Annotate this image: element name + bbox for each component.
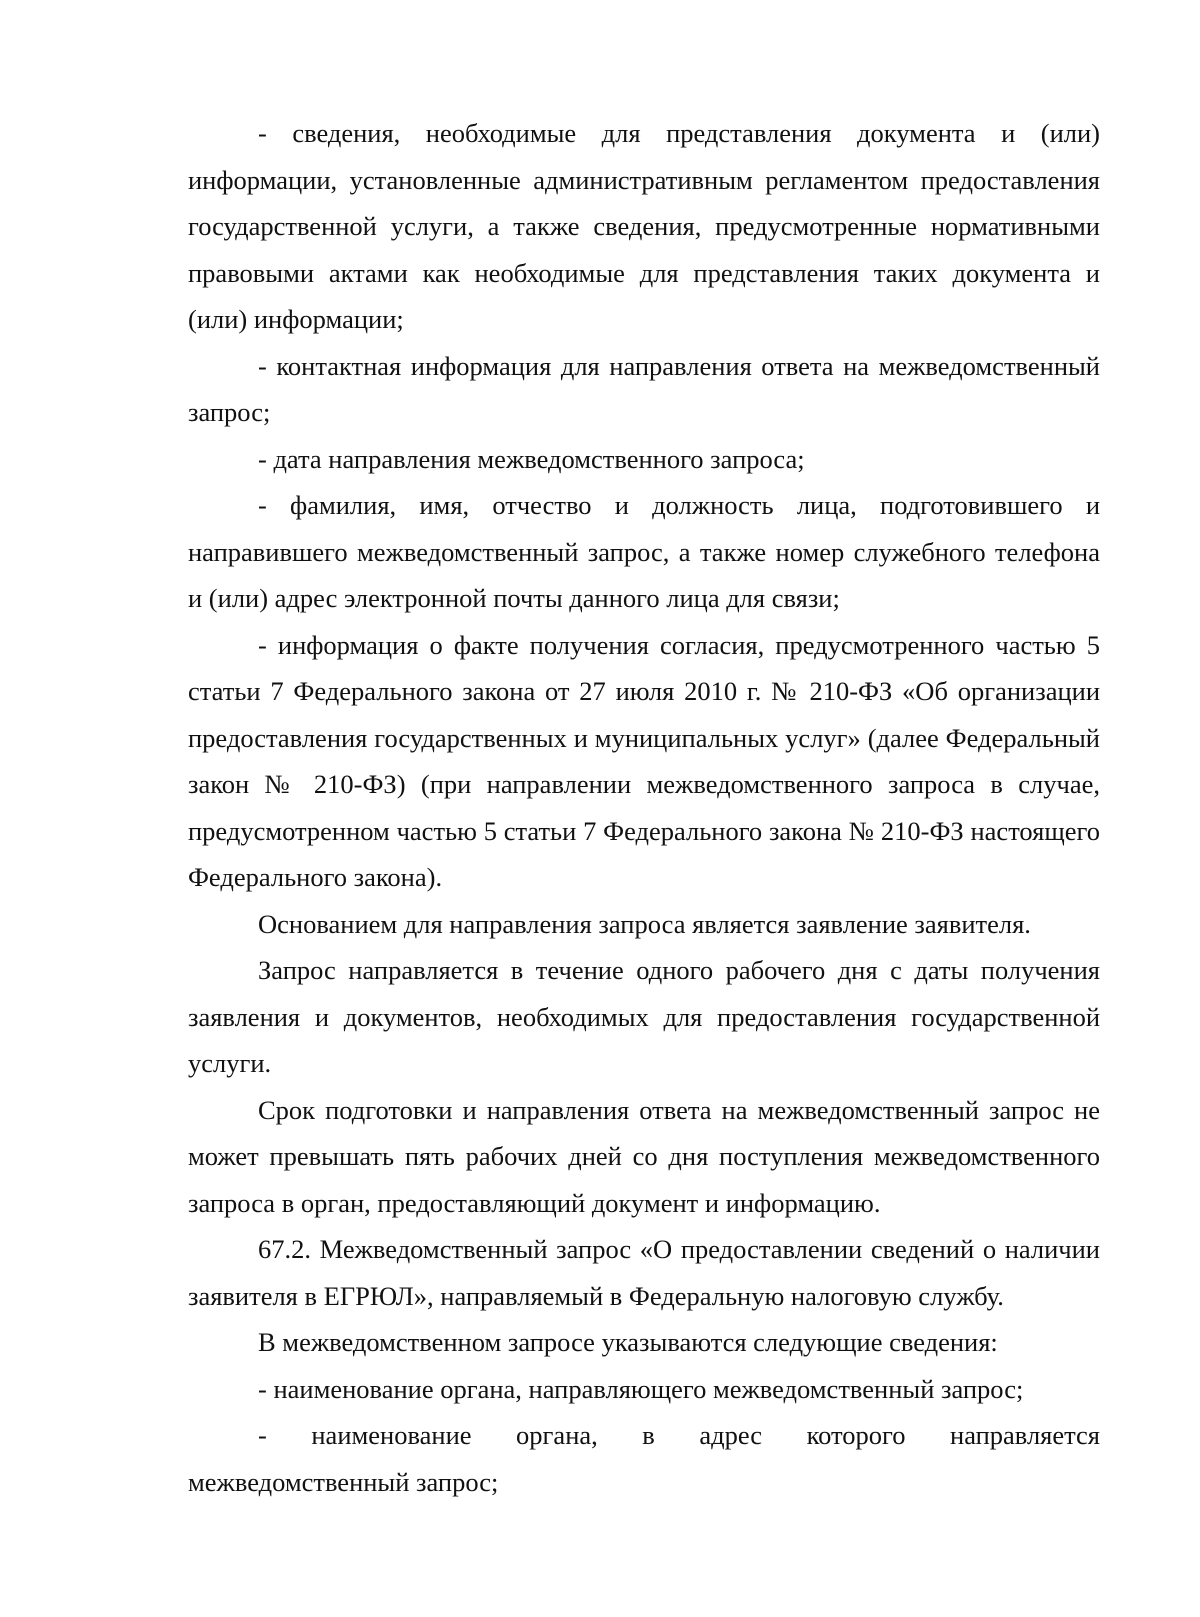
paragraph-request-contents: В межведомственном запросе указываются следующие сведения:: [258, 1327, 998, 1357]
paragraph-responsible-person: - фамилия, имя, отчество и должность лица, подготовившего и направившего межведомственный запрос, а также номер служебного телефона и (или) адрес электронной почты данного лица для связи;: [188, 490, 1100, 613]
paragraph-contact-info: - контактная информация для направления ответа на межведомственный запрос;: [188, 350, 1100, 427]
paragraph-request-date: - дата направления межведомственного запроса;: [258, 443, 805, 474]
paragraph-section-67-2: 67.2. Межведомственный запрос «О предоставлении сведений о наличии заявителя в ЕГРЮЛ», направляемый в Федеральную налоговую службу.: [188, 1234, 1100, 1311]
paragraph-sender-name: - наименование органа, направляющего межведомственный запрос;: [258, 1373, 1024, 1404]
document-body: [188, 110, 1100, 1505]
paragraph-request-timing: Запрос направляется в течение одного рабочего дня с даты получения заявления и документов, необходимых для предоставления государственной услуги.: [188, 955, 1100, 1078]
paragraph-request-basis: Основанием для направления запроса является заявление заявителя.: [258, 908, 1031, 939]
paragraph-required-info: - сведения, необходимые для представления документа и (или) информации, установленные административным регламентом предоставления государственной услуги, а также сведения, предусмотренные нормативными правовыми актами как необходимые для представления таких документа и (или) информации;: [188, 118, 1100, 334]
paragraph-recipient-name: - наименование органа, в адрес которого направляется межведомственный запрос;: [188, 1420, 1100, 1497]
paragraph-consent-info: - информация о факте получения согласия, предусмотренного частью 5 статьи 7 Федерального закона от 27 июля 2010 г. № 210-ФЗ «Об организации предоставления государственных и муниципальных услуг» (далее Федеральный закон № 210-ФЗ) (при направлении межведомственного запроса в случае, предусмотренном частью 5 статьи 7 Федерального закона № 210-ФЗ настоящего Федерального закона).: [188, 629, 1100, 892]
paragraph-response-deadline: Срок подготовки и направления ответа на межведомственный запрос не может превышать пять рабочих дней со дня поступления межведомственного запроса в орган, предоставляющий документ и информацию.: [188, 1094, 1100, 1218]
